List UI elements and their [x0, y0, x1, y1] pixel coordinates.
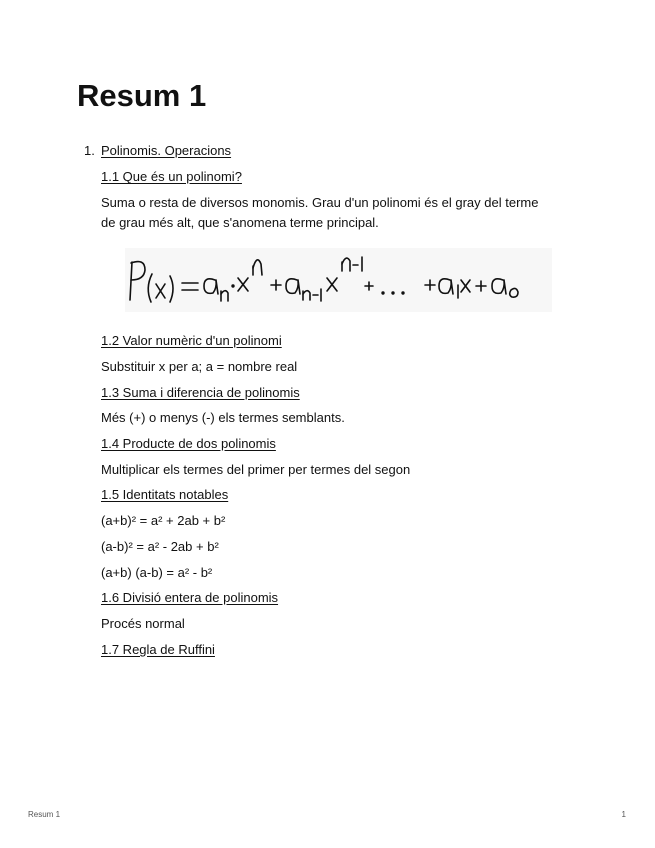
footer-document-title: Resum 1 — [28, 810, 61, 819]
numeric-value-text: Substituir x per a; a = nombre real — [101, 359, 298, 374]
identity-1-text: (a+b)² = a² + 2ab + b² — [101, 513, 226, 528]
subsection-heading-1-4: 1.4 Producte de dos polinomis — [101, 436, 276, 451]
polynomial-formula-drawing — [125, 248, 552, 312]
division-text: Procés normal — [101, 616, 185, 631]
footer-page-number: 1 — [621, 810, 626, 819]
sum-difference-text: Més (+) o menys (-) els termes semblants. — [101, 410, 345, 425]
subsection-heading-1-7: 1.7 Regla de Ruffini — [101, 642, 215, 657]
identity-2-text: (a-b)² = a² - 2ab + b² — [101, 539, 219, 554]
page-title: Resum 1 — [77, 78, 207, 113]
subsection-heading-1-3: 1.3 Suma i diferencia de polinomis — [101, 385, 300, 400]
subsection-heading-1-5: 1.5 Identitats notables — [101, 487, 229, 502]
definition-paragraph: Suma o resta de diversos monomis. Grau d'un polinomi és el gray del terme de grau més alt, que s'anomena terme principal. — [101, 195, 539, 230]
subsection-heading-1-6: 1.6 Divisió entera de polinomis — [101, 590, 279, 605]
section-title: Polinomis. Operacions — [101, 143, 232, 158]
product-text: Multiplicar els termes del primer per termes del segon — [101, 462, 411, 477]
section-number: 1. — [84, 143, 95, 158]
handwritten-formula-image — [125, 248, 552, 312]
subsection-heading-1-1: 1.1 Que és un polinomi? — [101, 169, 242, 184]
subsection-heading-1-2: 1.2 Valor numèric d'un polinomi — [101, 333, 282, 348]
identity-3-text: (a+b) (a-b) = a² - b² — [101, 565, 213, 580]
